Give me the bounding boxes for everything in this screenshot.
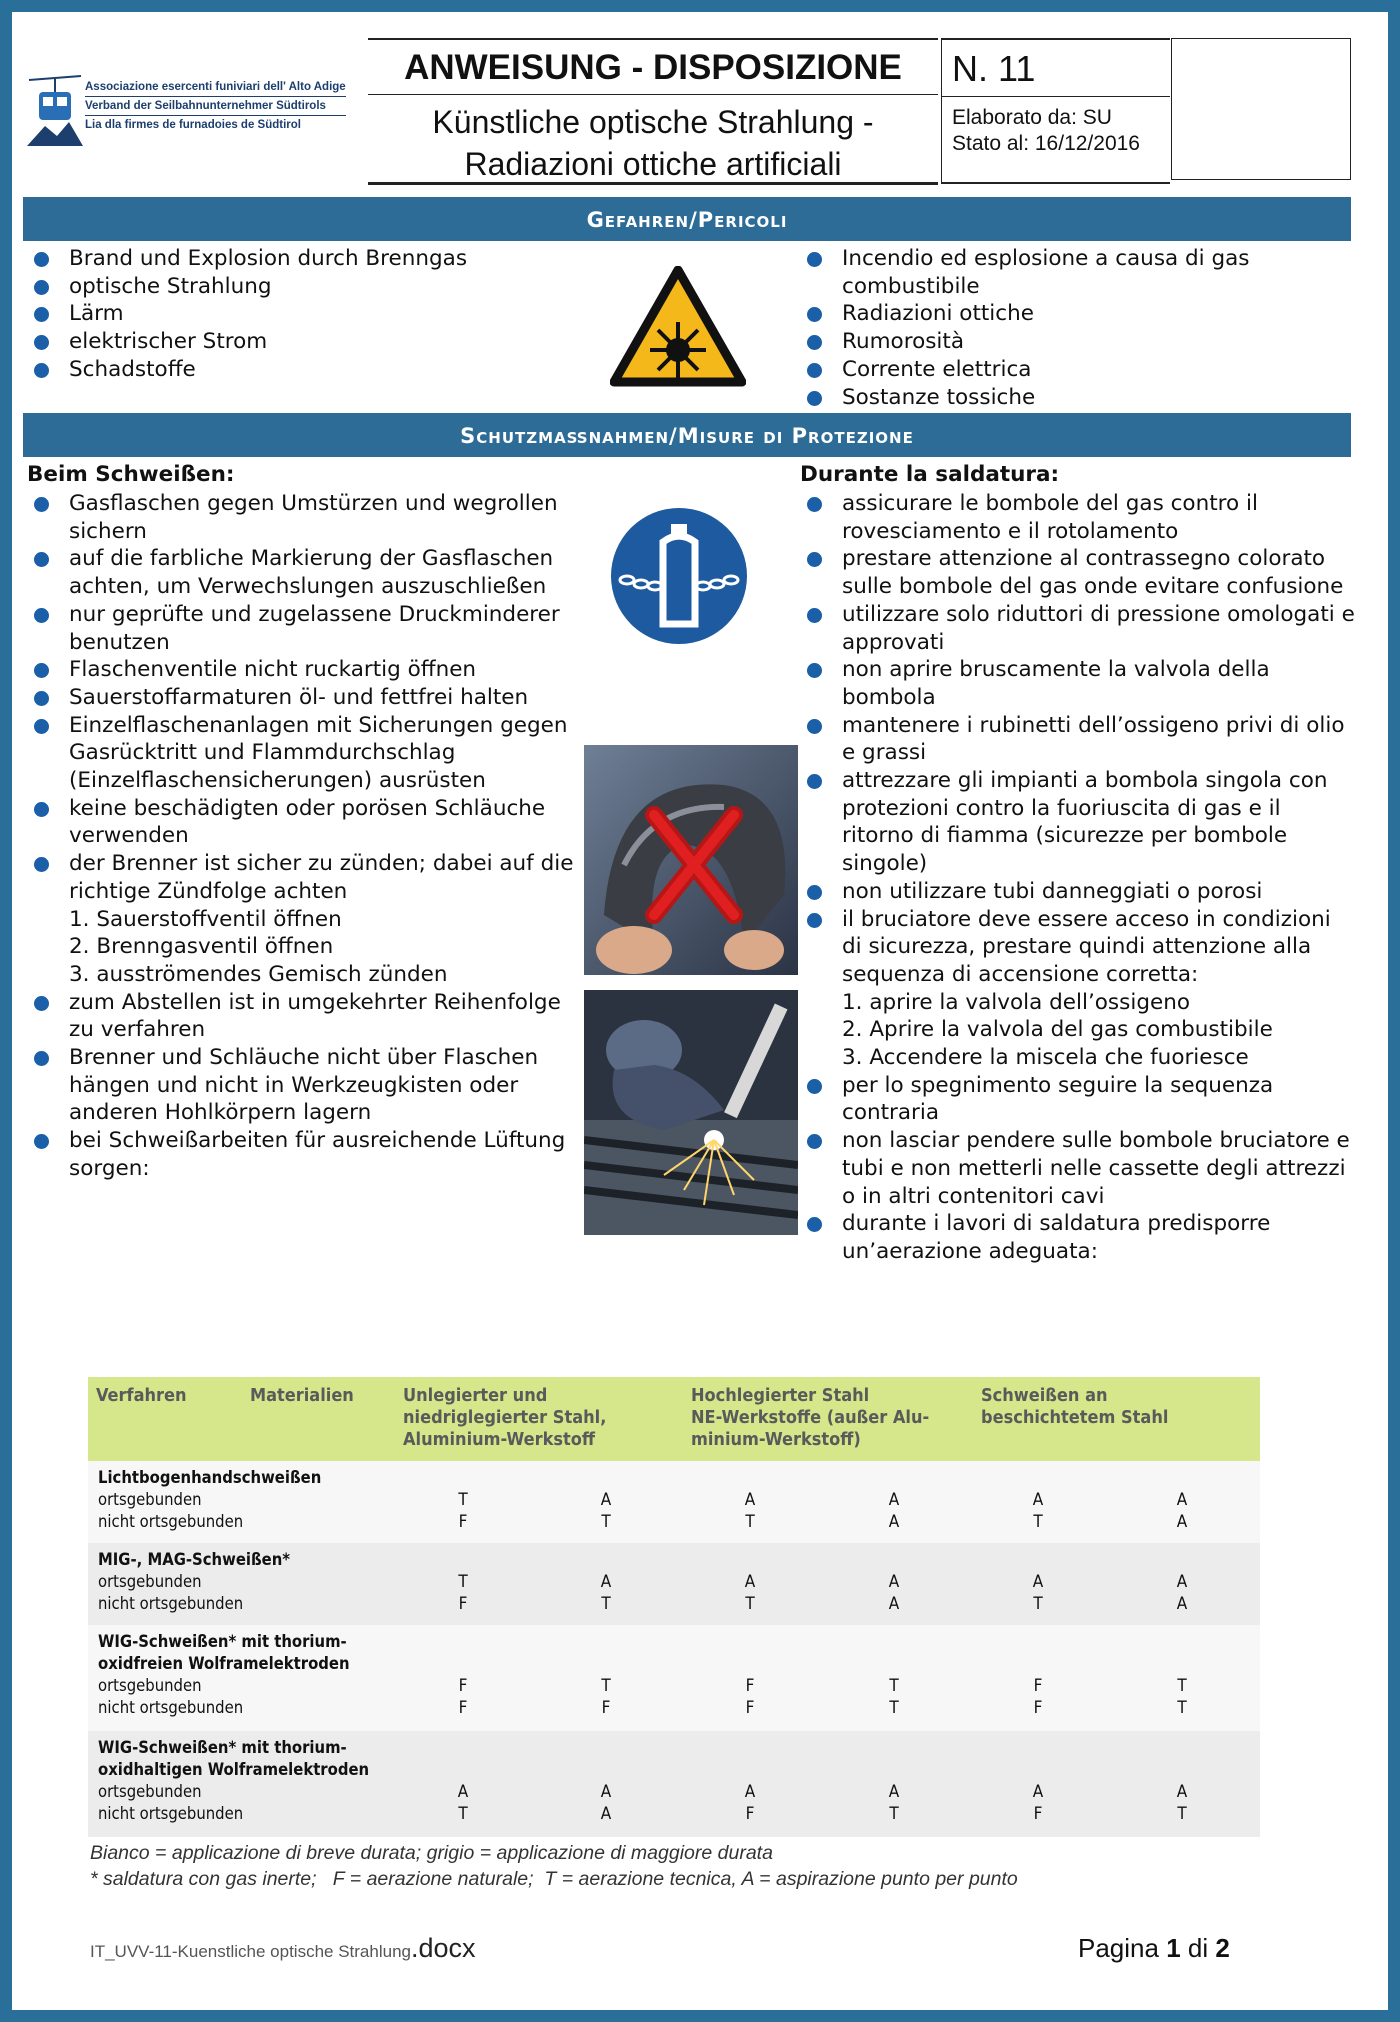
protection-heading-de: Beim Schweißen: [27,462,235,487]
table-cell: F [458,1676,468,1696]
logo-line-2: Verband der Seilbahnunternehmer Südtirols [85,96,346,116]
header-line: minium-Werkstoff) [691,1429,861,1450]
table-cell: A [888,1594,900,1614]
protection-it-item: prestare attenzione al contrassegno colorato sulle bombole del gas onde evitare confusione [800,545,1355,600]
header-line: Unlegierter und [403,1385,548,1406]
hazard-de-item: Lärm [27,300,587,328]
hazard-it-item: Sostanze tossiche [800,384,1350,412]
table-cell: T [889,1698,899,1718]
protection-list-de [27,490,587,1183]
subtitle-line-2: Radiazioni ottiche artificiali [464,146,842,182]
table-cell: T [458,1572,468,1592]
group-title: Lichtbogenhandschweißen [98,1468,322,1487]
table-cell: T [745,1512,755,1532]
protection-de-item: nur geprüfte und zugelassene Druckminderer benutzen [27,601,587,656]
row-label: nicht ortsgebunden [98,1804,244,1823]
header-line: Aluminium-Werkstoff [403,1429,596,1450]
table-group-mig-mag [88,1543,1260,1625]
hazard-it-item: Radiazioni ottiche [800,300,1350,328]
hazard-it-item: Rumorosità [800,328,1350,356]
table-cell: A [600,1572,612,1592]
table-cell: A [457,1782,469,1802]
table-cell: T [889,1676,899,1696]
table-cell: A [1176,1512,1188,1532]
footer-filename-ext: .docx [410,1933,476,1963]
table-cell: F [745,1676,755,1696]
table-cell: T [1033,1512,1043,1532]
header-line: NE-Werkstoffe (außer Alu- [691,1407,930,1428]
title-divider [368,94,938,95]
protection-de-item: Sauerstoffarmaturen öl- und fettfrei halten [27,684,587,712]
group-title: WIG-Schweißen* mit thorium- [98,1738,347,1757]
damaged-hose-photo [584,745,798,975]
row-label: ortsgebunden [98,1490,202,1509]
hazards-list-it [800,245,1350,411]
cable-car-icon [27,74,83,146]
protection-de-item: der Brenner ist sicher zu zünden; dabei auf die richtige Zündfolge achten [27,850,587,905]
stato-al: Stato al: 16/12/2016 [952,132,1140,155]
logo-text [85,78,346,134]
page-total: 2 [1215,1933,1230,1963]
protection-it-item: durante i lavori di saldatura predisporre un’aerazione adeguata: [800,1210,1355,1265]
group-label [98,1467,321,1533]
protection-de-item: keine beschädigten oder porösen Schläuche verwenden [27,795,587,850]
ventilation-table [88,1377,1260,1837]
protection-it-item: non aprire bruscamente la valvola della bombola [800,656,1355,711]
protection-it-item: non utilizzare tubi danneggiati o porosi [800,878,1355,906]
group-title: oxidhaltigen Wolframelektroden [98,1760,370,1779]
table-cell: T [458,1490,468,1510]
table-cell: T [601,1512,611,1532]
protection-it-item: per lo spegnimento seguire la sequenza contraria [800,1072,1355,1127]
footer-filename-base: IT_UVV-11-Kuenstliche optische Strahlung [90,1942,411,1961]
hazard-de-item: Brand und Explosion durch Brenngas [27,245,587,273]
header-title-cell [368,38,938,185]
group-label [98,1549,290,1615]
table-cell: A [1176,1594,1188,1614]
optical-radiation-warning-icon [610,266,746,388]
table-group-lichtbogen [88,1461,1260,1543]
protection-it-item: mantenere i rubinetti dell’ossigeno privi di olio e grassi [800,712,1355,767]
page-mid: di [1187,1933,1209,1963]
group-label [98,1737,369,1825]
hazards-list-de [27,245,587,384]
header-hochlegiert [691,1385,929,1451]
logo-line-1: Associazione esercenti funiviari dell' Alto Adige [85,81,346,93]
protection-de-item: Flaschenventile nicht ruckartig öffnen [27,656,587,684]
table-cell: A [1176,1490,1188,1510]
document-meta [952,105,1170,157]
table-cell: T [1177,1804,1187,1824]
table-cell: T [601,1676,611,1696]
row-label: nicht ortsgebunden [98,1512,244,1531]
table-cell: A [888,1572,900,1592]
header-line: beschichtetem Stahl [981,1407,1169,1428]
protection-de-step: 1. Sauerstoffventil öffnen [69,906,342,932]
page-current: 1 [1166,1933,1181,1963]
group-title: MIG-, MAG-Schweißen* [98,1550,291,1569]
row-label: ortsgebunden [98,1572,202,1591]
protection-it-item: assicurare le bombole del gas contro il rovesciamento e il rotolamento [800,490,1355,545]
protection-it-item: utilizzare solo riduttori di pressione omologati e approvati [800,601,1355,656]
group-title: WIG-Schweißen* mit thorium- [98,1632,347,1651]
table-cell: A [1032,1782,1044,1802]
subtitle-line-1: Künstliche optische Strahlung - [432,104,874,140]
header-verfahren: Verfahren [96,1385,187,1406]
protection-de-item: Gasflaschen gegen Umstürzen und wegrollen sichern [27,490,587,545]
row-label: ortsgebunden [98,1782,202,1801]
protection-de-item: Einzelflaschenanlagen mit Sicherungen gegen Gasrücktritt und Flammdurchschlag (Einzelflaschensicherungen) ausrüsten [27,712,587,795]
table-cell: T [1177,1698,1187,1718]
table-cell: A [1032,1490,1044,1510]
page-prefix: Pagina [1078,1933,1159,1963]
protection-title: Schutzmaßnahmen/Misure di Protezione [460,424,914,448]
protection-it-step: 1. aprire la valvola dell’ossigeno [842,989,1190,1015]
table-cell: A [600,1804,612,1824]
table-cell: F [458,1512,468,1532]
table-cell: F [458,1594,468,1614]
table-cell: F [601,1698,611,1718]
header-empty-cell [1171,38,1351,180]
protection-list-it [800,490,1355,1266]
elaborato-da: Elaborato da: SU [952,106,1112,129]
footer-filename [90,1933,476,1964]
protection-de-item: auf die farbliche Markierung der Gasflaschen achten, um Verwechslungen auszuschließen [27,545,587,600]
table-cell: A [600,1782,612,1802]
protection-it-step: 3. Accendere la miscela che fuoriesce [842,1045,1249,1071]
table-cell: F [745,1804,755,1824]
table-note-legend: Bianco = applicazione di breve durata; grigio = applicazione di maggiore durata [90,1842,773,1864]
table-cell: A [744,1572,756,1592]
document-header [23,38,1351,180]
protection-de-item: zum Abstellen ist in umgekehrter Reihenfolge zu verfahren [27,989,587,1044]
protection-it-item: non lasciar pendere sulle bombole bruciatore e tubi e non metterli nelle cassette degli attrezzi o in altri contenitori cavi [800,1127,1355,1210]
table-cell: A [888,1490,900,1510]
hazard-de-item: Schadstoffe [27,356,587,384]
table-cell: F [745,1698,755,1718]
table-cell: T [889,1804,899,1824]
table-cell: A [1176,1572,1188,1592]
table-group-wig-thoriumhaltig [88,1731,1260,1837]
header-line: niedriglegierter Stahl, [403,1407,607,1428]
welding-worker-photo [584,990,798,1235]
document-number: N. 11 [952,48,1036,89]
table-group-wig-thoriumfrei [88,1625,1260,1731]
protection-de-item: bei Schweißarbeiten für ausreichende Lüftung sorgen: [27,1127,587,1182]
hazard-de-item: elektrischer Strom [27,328,587,356]
table-cell: T [1033,1594,1043,1614]
table-cell: F [1033,1804,1043,1824]
number-divider [942,96,1170,97]
group-label [98,1631,350,1719]
association-logo [23,38,363,180]
hazards-title: Gefahren/Pericoli [586,208,788,232]
header-materialien: Materialien [250,1385,354,1406]
table-cell: T [745,1594,755,1614]
group-title: oxidfreien Wolframelektroden [98,1654,350,1673]
header-line: Hochlegierter Stahl [691,1385,870,1406]
hazard-it-item: Incendio ed esplosione a causa di gas combustibile [800,245,1350,300]
table-cell: T [458,1804,468,1824]
header-unlegiert [403,1385,606,1451]
row-label: nicht ortsgebunden [98,1698,244,1717]
header-number-cell [941,38,1170,184]
hazards-section-bar [23,197,1351,241]
protection-de-item: Brenner und Schläuche nicht über Flaschen hängen und nicht in Werkzeugkisten oder anderen Hohlkörpern lagern [27,1044,587,1127]
table-header-row [88,1377,1260,1461]
protection-section-bar [23,413,1351,457]
table-cell: T [601,1594,611,1614]
footer-page-number [1078,1933,1230,1964]
header-beschichtet [981,1385,1168,1429]
table-cell: A [744,1490,756,1510]
protection-de-step: 3. ausströmendes Gemisch zünden [69,961,448,987]
table-cell: T [1177,1676,1187,1696]
row-label: nicht ortsgebunden [98,1594,244,1613]
table-cell: F [458,1698,468,1718]
hazard-de-item: optische Strahlung [27,273,587,301]
table-note-abbreviations: * saldatura con gas inerte; F = aerazione naturale; T = aerazione tecnica, A = aspirazione punto per punto [90,1868,1018,1890]
protection-it-item: attrezzare gli impianti a bombola singola con protezioni contro la fuoriuscita di gas e il ritorno di fiamma (sicurezze per bombole singole) [800,767,1355,878]
document-subtitle [368,101,938,185]
table-cell: A [1032,1572,1044,1592]
protection-de-step: 2. Brenngasventil öffnen [69,934,334,960]
row-label: ortsgebunden [98,1676,202,1695]
document-title: ANWEISUNG - DISPOSIZIONE [404,48,902,87]
table-cell: A [888,1782,900,1802]
hazard-it-item: Corrente elettrica [800,356,1350,384]
table-cell: F [1033,1698,1043,1718]
protection-heading-it: Durante la saldatura: [800,462,1060,487]
header-line: Schweißen an [981,1385,1108,1406]
logo-line-3: Lia dla firmes de furnadoies de Südtirol [85,119,301,131]
table-cell: A [744,1782,756,1802]
protection-it-step: 2. Aprire la valvola del gas combustibile [842,1017,1273,1043]
protection-it-item: il bruciatore deve essere acceso in condizioni di sicurezza, prestare quindi attenzione alla sequenza di accensione corretta: [800,906,1355,989]
table-cell: A [600,1490,612,1510]
table-cell: A [888,1512,900,1532]
table-cell: A [1176,1782,1188,1802]
table-cell: F [1033,1676,1043,1696]
secure-gas-cylinder-mandatory-icon [605,502,753,650]
